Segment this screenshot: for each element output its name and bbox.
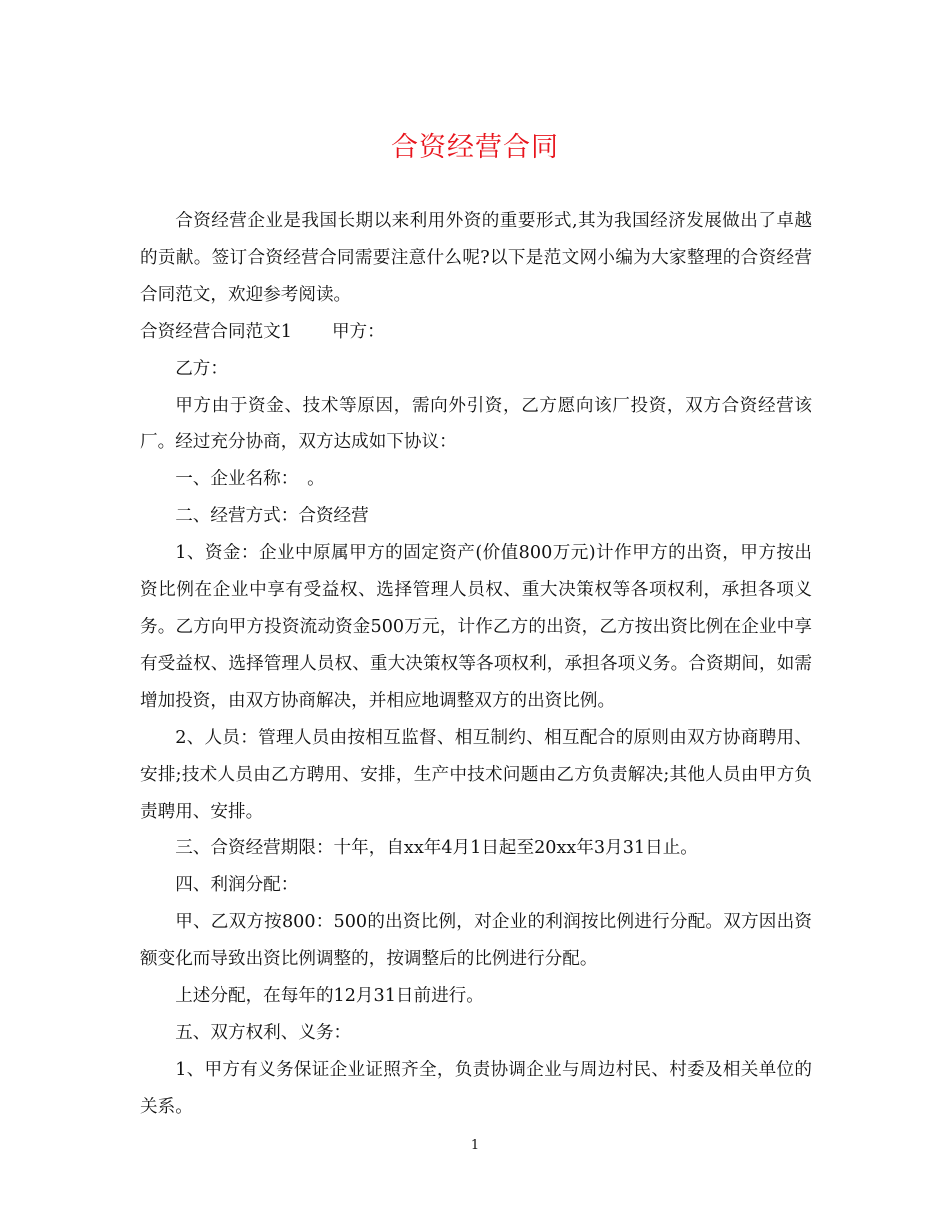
clause-rights-heading: 五、双方权利、义务： <box>175 1022 352 1043</box>
clause-profit-ratio: 甲、乙双方按800：500的出资比例，对企业的利润按比例进行分配。双方因出资额变化而导致出资比例调整的，按调整后的比例进行分配。 <box>140 912 812 970</box>
intro-paragraph: 合资经营企业是我国长期以来利用外资的重要形式,其为我国经济发展做出了卓越的贡献。签订合资经营合同需要注意什么呢?以下是范文网小编为大家整理的合资经营合同范文，欢迎参考阅读。 <box>140 211 812 305</box>
clause-profit-timing: 上述分配，在每年的12月31日前进行。 <box>175 986 484 1007</box>
clause-company-name: 一、企业名称： 。 <box>175 469 325 490</box>
clause-personnel: 2、人员：管理人员由按相互监督、相互制约、相互配合的原则由双方协商聘用、安排;技术人员由乙方聘用、安排，生产中技术问题由乙方负责解决;其他人员由甲方负责聘用、安排。 <box>140 727 812 822</box>
sample-heading-line <box>140 314 812 351</box>
page-number: 1 <box>470 1138 480 1153</box>
party-b-label: 乙方： <box>175 358 228 379</box>
clause-party-a-duty: 1、甲方有义务保证企业证照齐全，负责协调企业与周边村民、村委及相关单位的关系。 <box>140 1059 812 1117</box>
sample-heading: 合资经营合同范文1 <box>140 321 292 342</box>
clause-term: 三、合资经营期限：十年，自xx年4月1日起至20xx年3月31日止。 <box>175 838 698 859</box>
clause-capital: 1、资金：企业中原属甲方的固定资产(价值800万元)计作甲方的出资，甲方按出资比例在企业中享有受益权、选择管理人员权、重大决策权等各项权利，承担各项义务。乙方向甲方投资流动资金500万元，计作乙方的出资，乙方按出资比例在企业中享有受益权、选择管理人员权、重大决策权等各项权利，承担各项义务。合资期间，如需增加投资，由双方协商解决，并相应地调整双方的出资比例。 <box>140 543 812 711</box>
background-paragraph: 甲方由于资金、技术等原因，需向外引资，乙方愿向该厂投资，双方合资经营该厂。经过充分协商，双方达成如下协议： <box>140 395 812 453</box>
clause-operation-mode: 二、经营方式：合资经营 <box>175 506 369 527</box>
clause-profit-heading: 四、利润分配： <box>175 875 299 896</box>
party-a-label: 甲方： <box>331 321 385 342</box>
document-title: 合资经营合同 <box>391 132 559 163</box>
document-body <box>140 203 812 1126</box>
